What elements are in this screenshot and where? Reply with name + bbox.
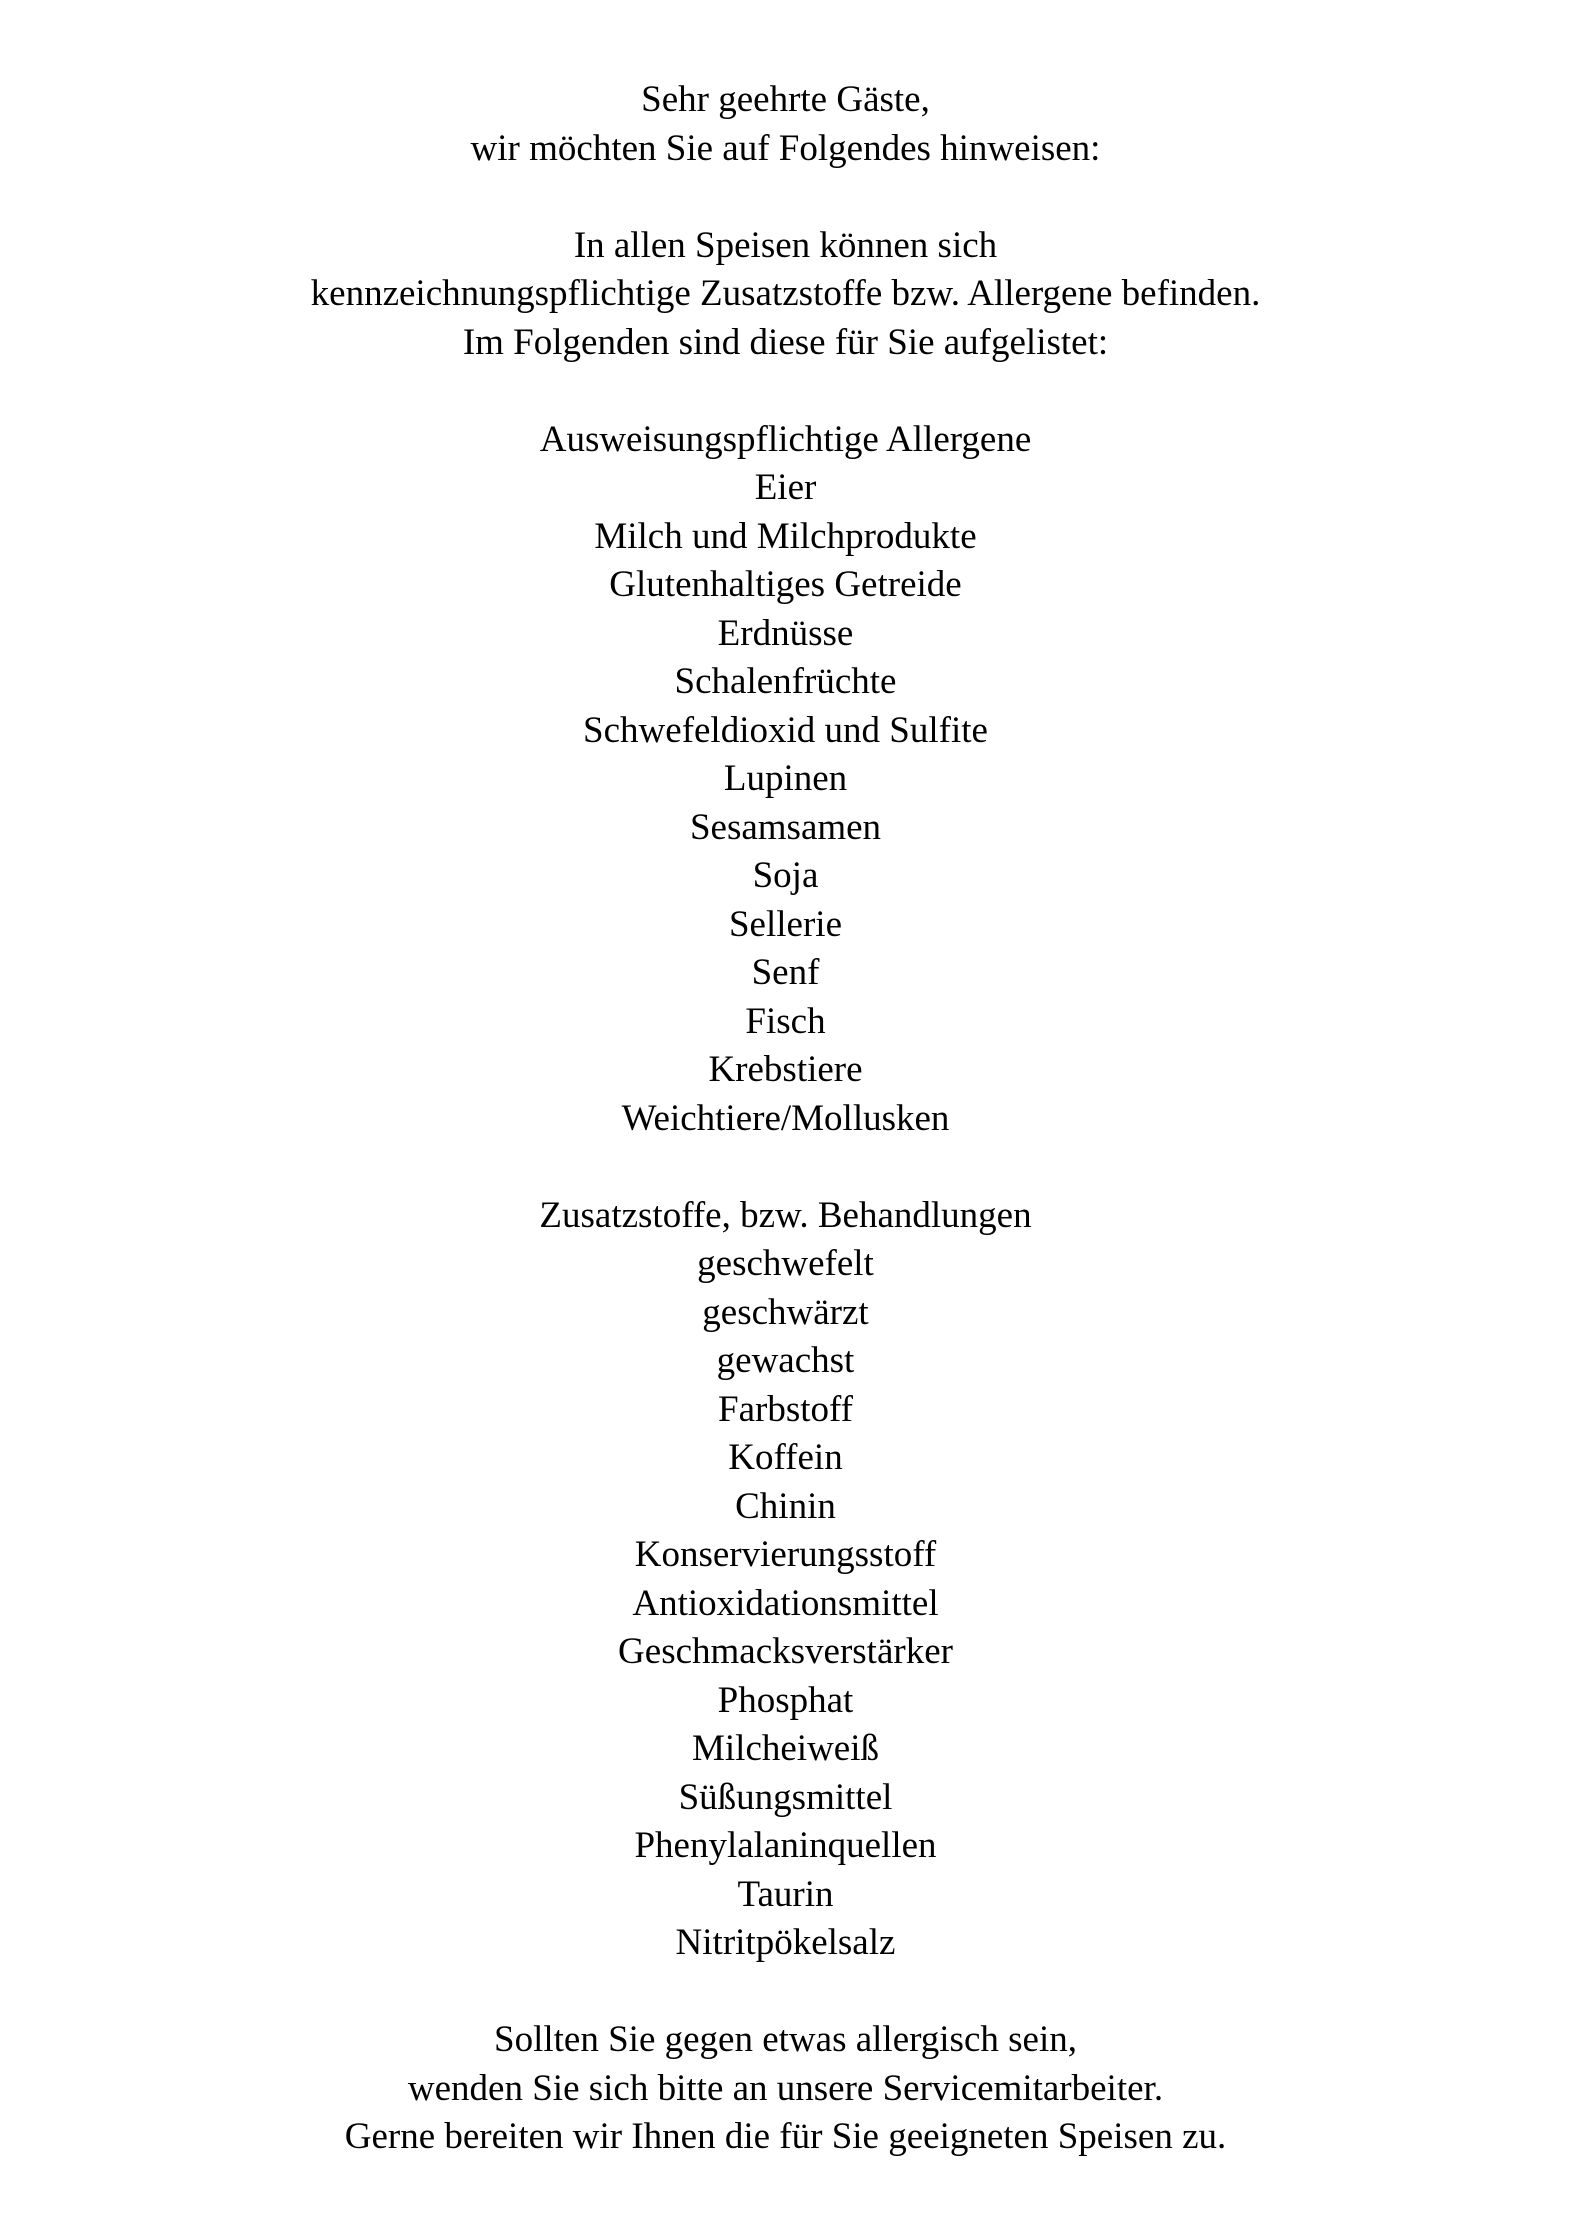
additive-item: Milcheiweiß <box>691 1728 879 1769</box>
allergen-item: Lupinen <box>723 758 848 799</box>
additive-item: Koffein <box>728 1437 843 1478</box>
allergen-item: Senf <box>751 952 820 993</box>
additives-list <box>0 1240 1571 1968</box>
allergen-item: Fisch <box>745 1000 826 1042</box>
allergen-item: Krebstiere <box>708 1049 863 1090</box>
greeting-block <box>0 76 1571 173</box>
greeting-line: Sehr geehrte Gäste, <box>641 79 930 120</box>
greeting-line: wir möchten Sie auf Folgendes hinweisen: <box>470 127 1101 169</box>
additive-item: geschwärzt <box>702 1291 869 1333</box>
additive-item: geschwefelt <box>697 1243 874 1284</box>
intro-line: In allen Speisen können sich <box>573 224 998 266</box>
intro-line: Im Folgenden sind diese für Sie aufgelistet: <box>462 321 1109 363</box>
allergen-item: Sesamsamen <box>689 806 882 848</box>
allergens-block <box>0 416 1571 1144</box>
allergen-item: Milch und Milchprodukte <box>594 515 977 557</box>
additive-item: Geschmacksverstärker <box>618 1631 953 1672</box>
allergen-item: Glutenhaltiges Getreide <box>609 564 962 605</box>
additive-item: Antioxidationsmittel <box>632 1582 939 1624</box>
closing-line: Sollten Sie gegen etwas allergisch sein, <box>494 2019 1077 2060</box>
allergen-item: Erdnüsse <box>717 612 854 654</box>
intro-block <box>0 222 1571 368</box>
additives-block <box>0 1192 1571 1968</box>
allergen-item: Schwefeldioxid und Sulfite <box>583 709 988 751</box>
additive-item: gewachst <box>716 1340 855 1381</box>
additive-item: Süßungsmittel <box>678 1776 893 1818</box>
allergen-item: Eier <box>754 467 817 508</box>
additive-item: Farbstoff <box>718 1388 853 1430</box>
allergen-item: Weichtiere/Mollusken <box>621 1097 950 1139</box>
closing-block <box>0 2016 1571 2162</box>
allergen-item: Schalenfrüchte <box>674 661 897 702</box>
closing-line: Gerne bereiten wir Ihnen die für Sie geeigneten Speisen zu. <box>344 2116 1227 2157</box>
allergen-item: Soja <box>752 855 819 896</box>
additive-item: Taurin <box>737 1873 834 1915</box>
additives-heading: Zusatzstoffe, bzw. Behandlungen <box>539 1194 1032 1236</box>
intro-line: kennzeichnungspflichtige Zusatzstoffe bzw. Allergene befinden. <box>310 273 1261 314</box>
allergens-list <box>0 464 1571 1143</box>
additive-item: Phenylalaninquellen <box>634 1825 937 1866</box>
additive-item: Nitritpökelsalz <box>675 1922 896 1963</box>
additive-item: Konservierungsstoff <box>634 1534 937 1575</box>
additive-item: Phosphat <box>717 1679 854 1721</box>
closing-line: wenden Sie sich bitte an unsere Servicemitarbeiter. <box>407 2067 1164 2109</box>
allergen-item: Sellerie <box>728 903 842 945</box>
allergens-heading: Ausweisungspflichtige Allergene <box>539 418 1032 460</box>
additive-item: Chinin <box>735 1485 836 1527</box>
